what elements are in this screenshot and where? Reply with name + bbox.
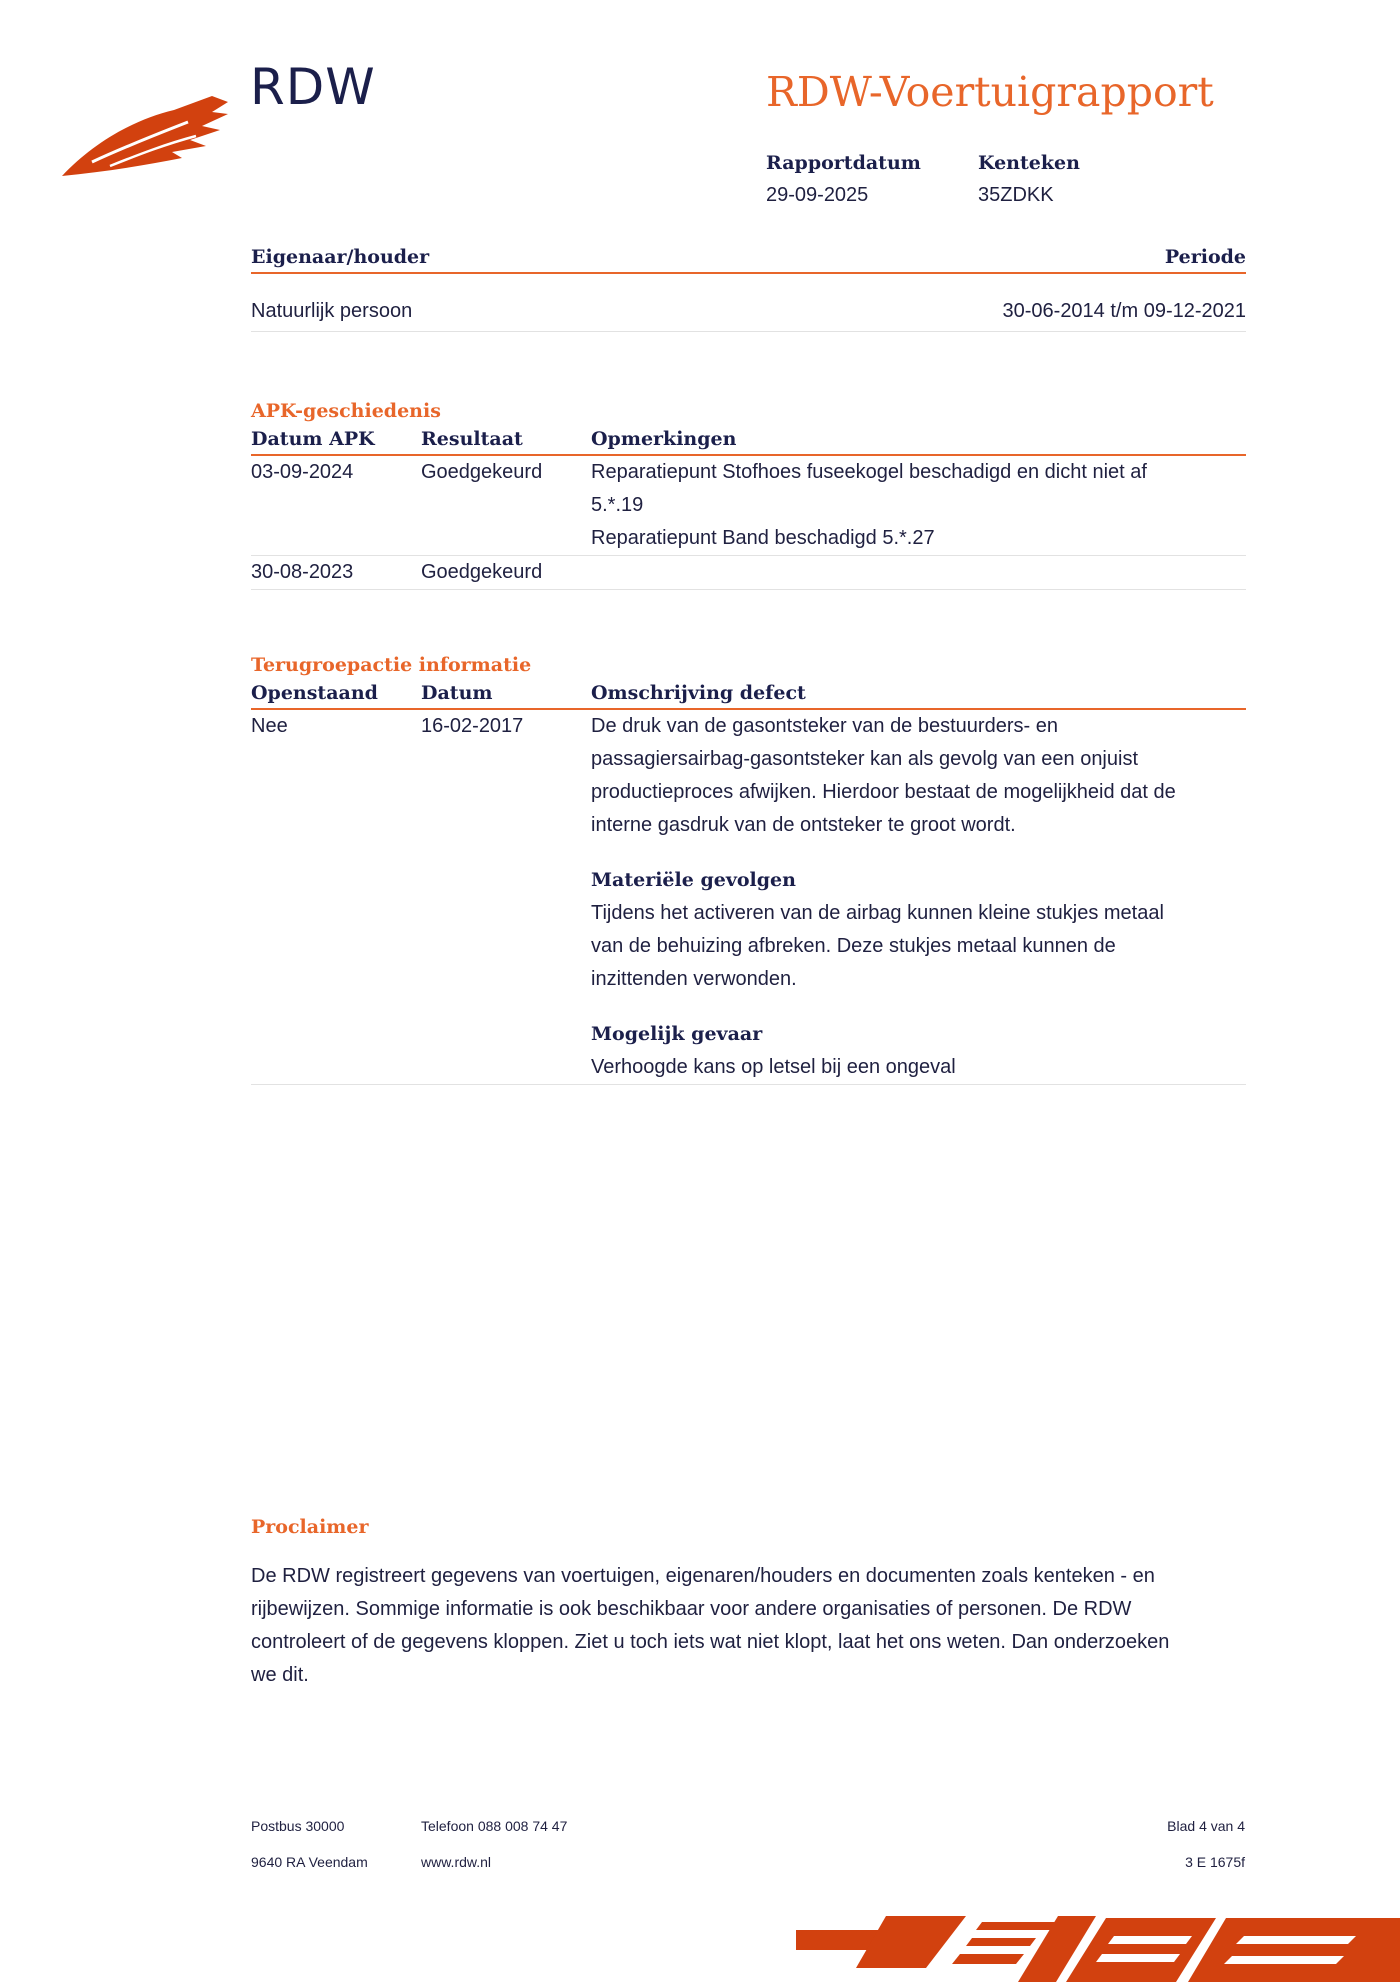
footer-address-1: Postbus 30000	[251, 1818, 345, 1834]
consequences-line: Tijdens het activeren van de airbag kunnen kleine stukjes metaal	[591, 902, 1164, 924]
apk-remarks	[591, 556, 1246, 589]
owner-label: Eigenaar/houder	[251, 246, 430, 268]
apk-section	[251, 400, 1246, 590]
logo-text: RDW	[250, 58, 376, 116]
recall-date: 16-02-2017	[421, 715, 524, 737]
report-date-label: Rapportdatum	[766, 152, 921, 174]
recall-description	[591, 710, 1246, 1084]
recall-open: Nee	[251, 715, 288, 737]
recall-col-open: Openstaand	[251, 682, 378, 704]
proclaimer-line: we dit.	[251, 1664, 309, 1686]
apk-result: Goedgekeurd	[421, 461, 543, 483]
consequences-line: van de behuizing afbreken. Deze stukjes metaal kunnen de	[591, 935, 1116, 957]
owner-type: Natuurlijk persoon	[251, 300, 413, 322]
proclaimer-line: controleert of de gegevens kloppen. Ziet u toch iets wat niet klopt, laat het ons weten. Dan onderzoeken	[251, 1631, 1170, 1653]
footer-code: 3 E 1675f	[1185, 1854, 1245, 1870]
defect-line: productieproces afwijken. Hierdoor bestaat de mogelijkheid dat de	[591, 781, 1176, 803]
table-row	[251, 710, 1246, 1085]
recall-col-defect: Omschrijving defect	[591, 682, 806, 704]
rdw-logo-wing-icon	[62, 92, 232, 178]
apk-remark-line: 5.*.19	[591, 494, 644, 516]
proclaimer-text	[251, 1560, 1241, 1692]
table-row	[251, 456, 1246, 556]
recall-table-header	[251, 682, 1246, 710]
document-title: RDW-Voertuigrapport	[766, 68, 1214, 116]
owner-period: 30-06-2014 t/m 09-12-2021	[1002, 300, 1246, 322]
apk-remark-line: Reparatiepunt Stofhoes fuseekogel beschadigd en dicht niet af	[591, 461, 1147, 483]
footer-address-2: 9640 RA Veendam	[251, 1854, 368, 1870]
apk-date: 03-09-2024	[251, 461, 354, 483]
period-label: Periode	[1164, 246, 1246, 268]
consequences-title: Materiële gevolgen	[591, 869, 796, 891]
defect-line: passagiersairbag-gasontsteker kan als gevolg van een onjuist	[591, 748, 1139, 770]
plate-value: 35ZDKK	[978, 184, 1054, 206]
apk-result: Goedgekeurd	[421, 561, 543, 583]
plate-label: Kenteken	[978, 152, 1080, 174]
danger-title: Mogelijk gevaar	[591, 1023, 763, 1045]
rdw-stripes-graphic-icon	[796, 1908, 1400, 1982]
footer-page-number: Blad 4 van 4	[1167, 1818, 1245, 1834]
proclaimer-title: Proclaimer	[251, 1516, 369, 1538]
report-date-value: 29-09-2025	[766, 184, 869, 206]
owner-row	[251, 286, 1246, 332]
table-row	[251, 556, 1246, 590]
owner-section	[251, 244, 1246, 332]
apk-col-remarks: Opmerkingen	[591, 428, 737, 450]
defect-line: interne gasdruk van de ontsteker te groot wordt.	[591, 814, 1016, 836]
consequences-line: inzittenden verwonden.	[591, 968, 797, 990]
proclaimer-line: rijbewijzen. Sommige informatie is ook beschikbaar voor andere organisaties of personen. De RDW	[251, 1598, 1132, 1620]
apk-remarks	[591, 456, 1246, 555]
apk-remark-line: Reparatiepunt Band beschadigd 5.*.27	[591, 527, 935, 549]
recall-section	[251, 654, 1246, 1085]
footer-website-link[interactable]: www.rdw.nl	[421, 1854, 492, 1870]
recall-title: Terugroepactie informatie	[251, 654, 532, 676]
apk-col-date: Datum APK	[251, 428, 375, 450]
apk-title: APK-geschiedenis	[251, 400, 441, 422]
recall-col-date: Datum	[421, 682, 493, 704]
apk-table-header	[251, 428, 1246, 456]
apk-col-result: Resultaat	[421, 428, 523, 450]
defect-line: De druk van de gasontsteker van de bestuurders- en	[591, 715, 1058, 737]
footer-phone: Telefoon 088 008 74 47	[421, 1818, 568, 1834]
danger-line: Verhoogde kans op letsel bij een ongeval	[591, 1056, 956, 1078]
apk-date: 30-08-2023	[251, 561, 354, 583]
proclaimer-line: De RDW registreert gegevens van voertuigen, eigenaren/houders en documenten zoals kenteken - en	[251, 1565, 1155, 1587]
owner-header-row	[251, 244, 1246, 274]
